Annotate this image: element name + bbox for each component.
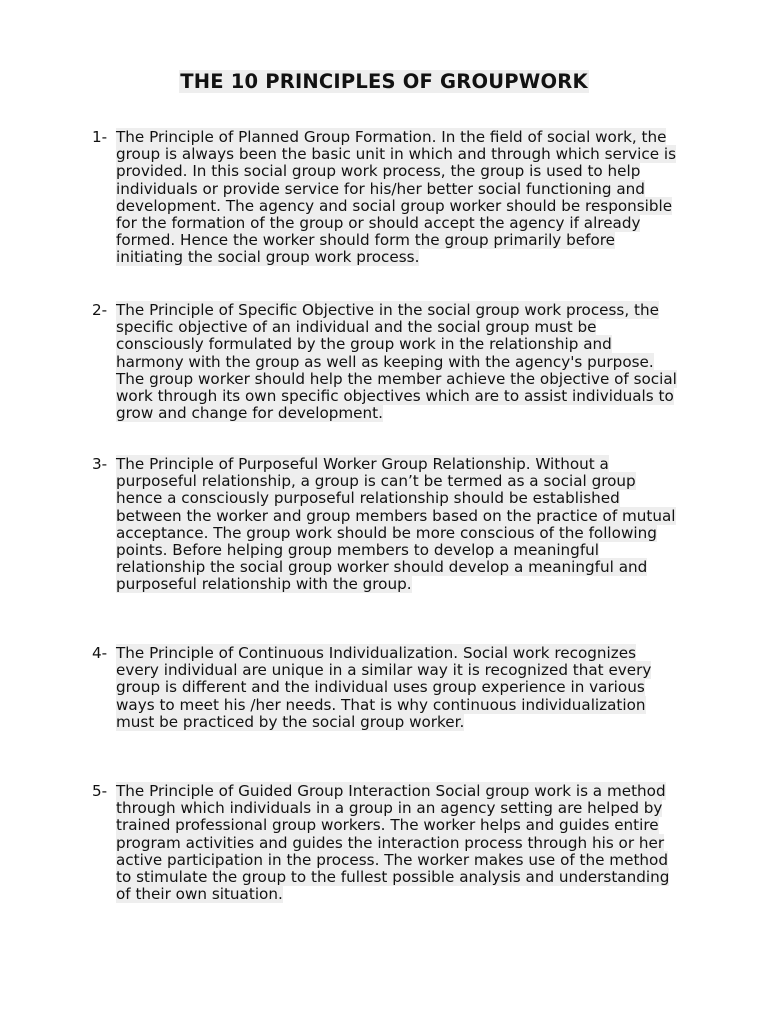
principle-text-content: The Principle of Specific Objective in the social group work process, the specific objective of an individual and the social group must be consciously formulated by the group work in the relationship and harmony with the group as well as keeping with the agency's purpose. The group worker should help the member achieve the objective of social work through its own specific objectives which are to assist individuals to grow and change for development. [116, 301, 677, 423]
principle-text-content: The Principle of Continuous Individualization. Social work recognizes every individual are unique in a similar way it is recognized that every group is different and the individual uses group experience in various ways to meet his /her needs. That is why continuous individualization must be practiced by the social group worker. [116, 644, 652, 731]
principle-number: 5- [92, 782, 108, 800]
principle-item-2 [92, 302, 682, 422]
principle-text [116, 129, 682, 267]
principle-text [116, 302, 682, 422]
principle-text [116, 456, 682, 594]
principle-item-3 [92, 456, 682, 594]
principle-item-4 [92, 645, 682, 731]
principle-text-content: The Principle of Guided Group Interaction Social group work is a method through which individuals in a group in an agency setting are helped by trained professional group workers. The worker helps and guides entire program activities and guides the interaction process through his or her active participation in the process. The worker makes use of the method to stimulate the group to the fullest possible analysis and understanding of their own situation. [116, 782, 670, 904]
document-title-text: THE 10 PRINCIPLES OF GROUPWORK [180, 70, 588, 93]
document-title [0, 68, 768, 96]
principle-number: 3- [92, 455, 108, 473]
principle-text-content: The Principle of Planned Group Formation. In the field of social work, the group is always been the basic unit in which and through which service is provided. In this social group work process, the group is used to help individuals or provide service for his/her better social functioning and development. The agency and social group worker should be responsible for the formation of the group or should accept the agency if already formed. Hence the worker should form the group primarily before initiating the social group work process. [116, 128, 677, 267]
principle-number: 1- [92, 128, 108, 146]
principle-number: 4- [92, 644, 108, 662]
principle-item-5 [92, 783, 682, 903]
principle-item-1 [92, 129, 682, 267]
principle-text [116, 783, 682, 903]
principle-text-content: The Principle of Purposeful Worker Group Relationship. Without a purposeful relationship, a group is can’t be termed as a social group hence a consciously purposeful relationship should be established between the worker and group members based on the practice of mutual acceptance. The group work should be more conscious of the following points. Before helping group members to develop a meaningful relationship the social group worker should develop a meaningful and purposeful relationship with the group. [116, 455, 676, 594]
principle-text [116, 645, 682, 731]
principle-number: 2- [92, 301, 108, 319]
